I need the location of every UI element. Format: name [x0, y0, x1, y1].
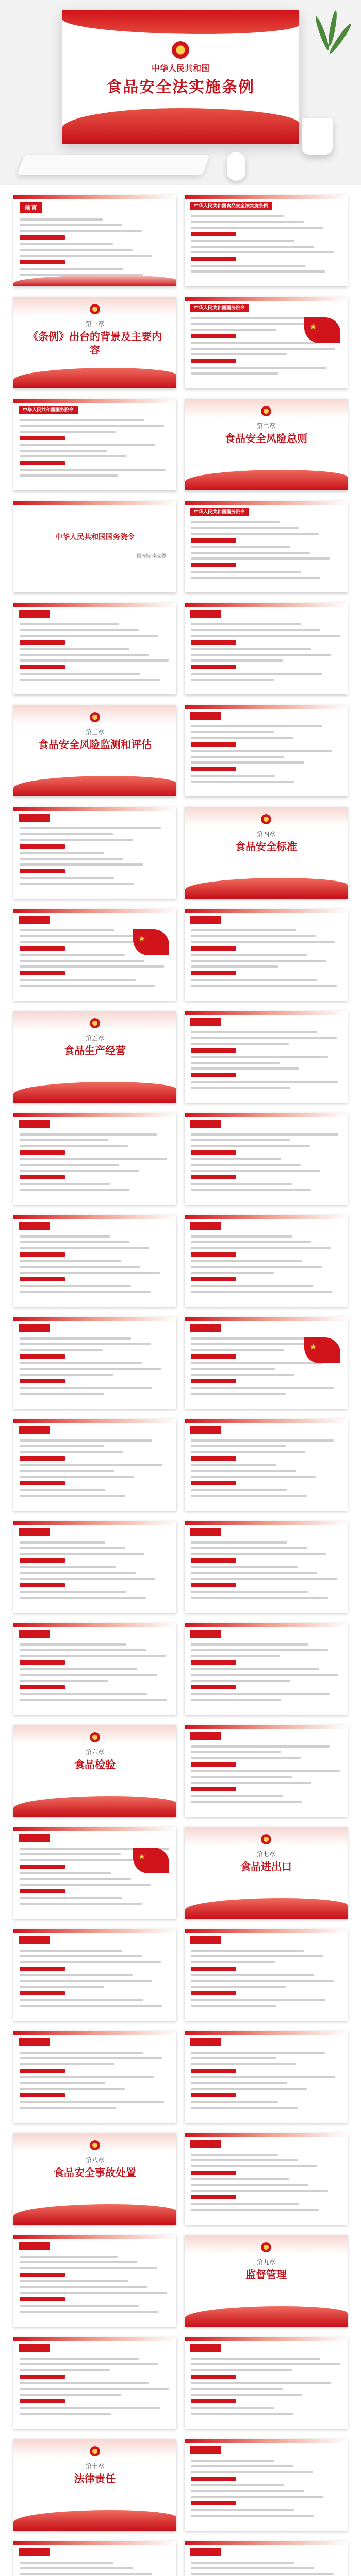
- hero-slide-preview: [62, 10, 299, 144]
- text-lines: [20, 2256, 170, 2316]
- chapter-number: 第七章: [256, 1851, 275, 1858]
- slide-thumbnail[interactable]: [13, 1623, 176, 1715]
- slide-thumbnail[interactable]: [13, 1419, 176, 1511]
- slide-thumbnail[interactable]: [185, 2337, 348, 2429]
- text-lines: [20, 1337, 170, 1398]
- slide-header: [19, 916, 50, 924]
- mouse-decoration: [227, 152, 245, 181]
- slide-thumbnail[interactable]: [185, 1317, 348, 1409]
- chapter-number: 第一章: [85, 320, 104, 328]
- text-lines: [191, 1541, 341, 1602]
- chapter-title: 法律责任: [74, 2472, 116, 2485]
- slide-thumbnail[interactable]: [13, 1725, 176, 1817]
- chapter-number: 第三章: [85, 728, 104, 736]
- slide-header: [190, 712, 221, 720]
- text-lines: [191, 1643, 341, 1704]
- slide-header: [190, 610, 221, 618]
- slide-header: [190, 1426, 221, 1434]
- chapter-title: 食品安全标准: [235, 840, 297, 853]
- text-lines: [20, 623, 170, 684]
- slide-thumbnail[interactable]: [185, 909, 348, 1001]
- slide-thumbnail[interactable]: [185, 2541, 348, 2576]
- slide-header: [190, 1936, 221, 1944]
- slide-header: 中华人民共和国食品安全法实施条例: [190, 202, 272, 210]
- emblem-icon: [90, 1732, 100, 1742]
- text-lines: [20, 218, 170, 279]
- slide-thumbnail[interactable]: [13, 399, 176, 490]
- emblem-icon: [90, 2446, 100, 2456]
- slide-header: [19, 2242, 50, 2250]
- chapter-number: 第四章: [256, 831, 275, 838]
- slide-header: [190, 916, 221, 924]
- chapter-number: 第八章: [85, 2157, 104, 2164]
- slide-header: [190, 2344, 221, 2352]
- text-lines: [20, 1541, 170, 1602]
- slide-header: [190, 1732, 221, 1740]
- slide-thumbnail[interactable]: [13, 705, 176, 796]
- slide-thumbnail[interactable]: [185, 2133, 348, 2225]
- flag-icon: [133, 929, 169, 955]
- slide-header: [19, 1222, 50, 1230]
- emblem-icon: [90, 712, 100, 722]
- flag-icon: [304, 1337, 340, 1363]
- slide-thumbnail[interactable]: [185, 1929, 348, 2021]
- plant-decoration: [309, 10, 351, 77]
- slide-header: 中华人民共和国国务院令: [190, 304, 249, 312]
- national-emblem-icon: [172, 41, 189, 59]
- text-lines: [20, 419, 170, 480]
- slide-header: [19, 1936, 50, 1944]
- slide-thumbnail[interactable]: [13, 1215, 176, 1307]
- slide-header: [190, 1222, 221, 1230]
- slide-thumbnail[interactable]: [13, 2541, 176, 2576]
- text-lines: [191, 725, 341, 786]
- slide-header: [19, 1426, 50, 1434]
- chapter-number: 第十章: [85, 2463, 104, 2470]
- text-lines: [20, 1439, 170, 1500]
- slide-thumbnail[interactable]: [13, 1011, 176, 1103]
- emblem-icon: [261, 406, 271, 416]
- slide-header: [19, 1120, 50, 1128]
- emblem-icon: [261, 814, 271, 824]
- chapter-number: 第二章: [256, 422, 275, 430]
- slide-thumbnail[interactable]: [185, 501, 348, 592]
- chapter-title: 《条例》出台的背景及主要内容: [28, 330, 162, 356]
- slide-thumbnail[interactable]: [185, 2439, 348, 2531]
- slide-thumbnail[interactable]: [13, 501, 176, 592]
- slide-thumbnail[interactable]: [185, 807, 348, 899]
- slide-header: [19, 1834, 50, 1842]
- slide-header: [190, 1324, 221, 1332]
- slide-header: [19, 610, 50, 618]
- text-lines: [191, 1031, 341, 1092]
- slide-thumbnail[interactable]: [185, 1215, 348, 1307]
- slide-thumbnail[interactable]: [185, 705, 348, 796]
- text-lines: [191, 215, 341, 276]
- hero-title: 食品安全法实施条例: [106, 78, 255, 96]
- slide-thumbnail[interactable]: [185, 1725, 348, 1817]
- text-lines: [191, 1133, 341, 1194]
- slide-thumbnail[interactable]: [13, 603, 176, 694]
- text-lines: [191, 2154, 341, 2214]
- slide-header: [190, 1528, 221, 1536]
- chapter-title: 食品生产经营: [64, 1044, 126, 1057]
- text-lines: [191, 2358, 341, 2418]
- slide-thumbnail[interactable]: [185, 2031, 348, 2123]
- slide-thumbnail[interactable]: [13, 807, 176, 899]
- flag-icon: [304, 317, 340, 343]
- chapter-title: 食品进出口: [240, 1860, 292, 1873]
- slide-header: [19, 1630, 50, 1638]
- slide-thumbnail[interactable]: [185, 1419, 348, 1511]
- text-lines: [191, 2460, 341, 2520]
- slide-thumbnail[interactable]: [13, 1929, 176, 2021]
- slide-thumbnail[interactable]: [13, 1521, 176, 1613]
- slide-thumbnail[interactable]: [13, 2133, 176, 2225]
- slide-header: [190, 1120, 221, 1128]
- slide-thumbnail[interactable]: [185, 1011, 348, 1103]
- hero-subtitle: 中华人民共和国: [151, 63, 209, 73]
- emblem-icon: [90, 304, 100, 314]
- slide-header: 中华人民共和国国务院令: [19, 406, 78, 414]
- slide-header: [19, 814, 50, 822]
- slide-thumbnail[interactable]: [13, 2031, 176, 2123]
- chapter-title: 食品安全风险监测和评估: [38, 738, 152, 751]
- slide-header: [19, 1528, 50, 1536]
- text-lines: [191, 1950, 341, 2010]
- slide-thumbnail[interactable]: [13, 909, 176, 1001]
- text-lines: [20, 1643, 170, 1704]
- chapter-title: 食品安全风险总则: [225, 432, 307, 445]
- slide-header: [190, 1018, 221, 1026]
- slide-signature: 国务院 李克强: [137, 554, 166, 559]
- slide-thumbnail[interactable]: [185, 297, 348, 388]
- text-lines: [191, 1439, 341, 1500]
- slide-header: [190, 2038, 221, 2046]
- text-lines: [191, 1745, 341, 1806]
- slide-header: [19, 2344, 50, 2352]
- slide-header: [190, 2140, 221, 2148]
- text-lines: [20, 1133, 170, 1194]
- slide-thumbnail[interactable]: [185, 399, 348, 490]
- chapter-title: 食品检验: [74, 1758, 116, 1771]
- slide-header: [19, 1324, 50, 1332]
- slide-thumbnail[interactable]: [13, 297, 176, 388]
- slide-thumbnail[interactable]: [13, 1317, 176, 1409]
- slide-thumbnail[interactable]: [13, 1113, 176, 1205]
- hero-banner: [0, 0, 361, 185]
- text-lines: [191, 1235, 341, 1296]
- slide-thumbnail[interactable]: [13, 2439, 176, 2531]
- text-lines: [191, 2052, 341, 2112]
- slide-thumbnail[interactable]: [13, 2235, 176, 2327]
- text-lines: [20, 2562, 170, 2576]
- emblem-icon: [90, 2140, 100, 2150]
- keyboard-decoration: [17, 155, 210, 175]
- slide-thumbnail[interactable]: [185, 603, 348, 694]
- slide-thumbnail[interactable]: [185, 1623, 348, 1715]
- text-lines: [20, 2052, 170, 2112]
- slide-header: [190, 2548, 221, 2556]
- slide-thumbnail[interactable]: [185, 1521, 348, 1613]
- text-lines: [20, 827, 170, 888]
- chapter-title: 食品安全事故处置: [54, 2166, 136, 2179]
- slide-heading: 中华人民共和国国务院令: [55, 533, 135, 541]
- slide-thumbnail[interactable]: [13, 2337, 176, 2429]
- chapter-number: 第六章: [85, 1749, 104, 1756]
- emblem-icon: [261, 2242, 271, 2252]
- slide-thumbnail[interactable]: [13, 195, 176, 286]
- text-lines: [191, 521, 341, 582]
- text-lines: [191, 623, 341, 684]
- slide-thumbnail[interactable]: [185, 1113, 348, 1205]
- text-lines: [20, 1235, 170, 1296]
- text-lines: [191, 2562, 341, 2576]
- slide-thumbnail[interactable]: [13, 1827, 176, 1919]
- slide-header: [19, 2548, 50, 2556]
- slide-thumbnail[interactable]: [185, 2235, 348, 2327]
- chapter-number: 第五章: [85, 1035, 104, 1042]
- slide-header: 前言: [20, 202, 42, 213]
- chapter-title: 监督管理: [245, 2268, 287, 2281]
- slide-header: 中华人民共和国国务院令: [190, 508, 249, 516]
- emblem-icon: [90, 1018, 100, 1028]
- chapter-number: 第九章: [256, 2259, 275, 2266]
- text-lines: [20, 1950, 170, 2010]
- slide-header: [190, 2446, 221, 2454]
- mug-decoration: [302, 118, 333, 155]
- flag-icon: [133, 1848, 169, 1873]
- text-lines: [20, 2358, 170, 2418]
- slide-header: [190, 1630, 221, 1638]
- slide-thumbnail[interactable]: [185, 195, 348, 286]
- text-lines: [191, 929, 341, 990]
- slide-thumbnail[interactable]: [185, 1827, 348, 1919]
- emblem-icon: [261, 1834, 271, 1844]
- slide-header: [19, 2038, 50, 2046]
